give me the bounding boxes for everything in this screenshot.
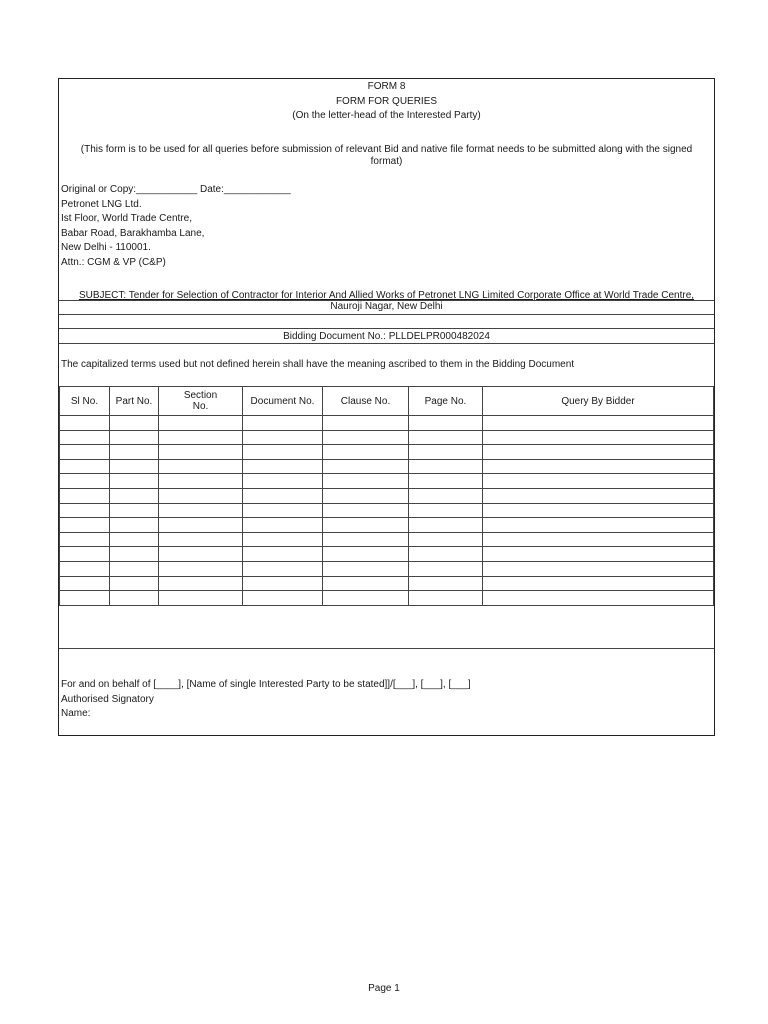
form-number: FORM 8 xyxy=(367,81,406,92)
table-cell xyxy=(409,488,483,503)
table-cell xyxy=(323,547,409,562)
form-frame xyxy=(58,78,715,736)
table-cell xyxy=(409,547,483,562)
table-cell xyxy=(159,459,243,474)
table-cell xyxy=(159,561,243,576)
table-cell xyxy=(409,459,483,474)
table-cell xyxy=(110,518,159,533)
divider xyxy=(59,314,714,315)
table-cell xyxy=(323,445,409,460)
page-number: Page 1 xyxy=(368,983,400,994)
table-cell xyxy=(60,591,110,606)
table-cell xyxy=(483,459,714,474)
table-row xyxy=(60,591,714,606)
table-cell xyxy=(159,532,243,547)
table-cell xyxy=(323,430,409,445)
table-cell xyxy=(409,503,483,518)
column-header-query-by-bidder: Query By Bidder xyxy=(483,387,714,416)
table-cell xyxy=(483,416,714,431)
table-cell xyxy=(323,503,409,518)
table-cell xyxy=(323,561,409,576)
table-cell xyxy=(110,459,159,474)
divider xyxy=(59,605,714,606)
table-cell xyxy=(409,474,483,489)
bidding-document-number: Bidding Document No.: PLLDELPR000482024 xyxy=(283,331,490,342)
table-cell xyxy=(483,547,714,562)
table-cell xyxy=(110,591,159,606)
table-row xyxy=(60,459,714,474)
table-cell xyxy=(409,591,483,606)
address-line2: Babar Road, Barakhamba Lane, xyxy=(61,228,205,239)
table-row xyxy=(60,576,714,591)
table-cell xyxy=(483,445,714,460)
table-cell xyxy=(483,591,714,606)
column-header-section-no: Section No. xyxy=(159,387,243,416)
subject-line2: Nauroji Nagar, New Delhi xyxy=(330,301,443,312)
table-cell xyxy=(483,518,714,533)
table-cell xyxy=(409,561,483,576)
table-cell xyxy=(60,488,110,503)
query-table xyxy=(59,386,714,606)
table-cell xyxy=(60,518,110,533)
table-cell xyxy=(60,416,110,431)
terms-note: The capitalized terms used but not defined herein shall have the meaning ascribed to them in the Bidding Document xyxy=(61,359,575,370)
table-cell xyxy=(243,561,323,576)
column-header-sl-no: Sl No. xyxy=(60,387,110,416)
table-cell xyxy=(323,518,409,533)
table-cell xyxy=(409,576,483,591)
divider xyxy=(59,648,714,649)
table-cell xyxy=(110,503,159,518)
table-cell xyxy=(243,576,323,591)
table-cell xyxy=(60,459,110,474)
table-cell xyxy=(323,459,409,474)
table-cell xyxy=(483,430,714,445)
table-cell xyxy=(159,576,243,591)
table-cell xyxy=(323,591,409,606)
table-cell xyxy=(323,532,409,547)
address-attn: Attn.: CGM & VP (C&P) xyxy=(61,257,166,268)
query-table-body xyxy=(60,416,714,606)
table-cell xyxy=(483,561,714,576)
table-cell xyxy=(110,547,159,562)
table-row xyxy=(60,547,714,562)
column-header-part-no: Part No. xyxy=(110,387,159,416)
table-cell xyxy=(110,445,159,460)
table-cell xyxy=(60,561,110,576)
table-cell xyxy=(323,416,409,431)
table-row xyxy=(60,416,714,431)
table-cell xyxy=(483,503,714,518)
table-cell xyxy=(409,430,483,445)
table-cell xyxy=(159,547,243,562)
divider xyxy=(59,300,714,301)
table-cell xyxy=(110,474,159,489)
table-row xyxy=(60,561,714,576)
table-row xyxy=(60,474,714,489)
table-cell xyxy=(243,430,323,445)
table-cell xyxy=(483,532,714,547)
table-cell xyxy=(159,474,243,489)
table-cell xyxy=(60,503,110,518)
table-cell xyxy=(60,430,110,445)
table-cell xyxy=(110,532,159,547)
table-cell xyxy=(159,430,243,445)
table-cell xyxy=(110,488,159,503)
column-header-page-no: Page No. xyxy=(409,387,483,416)
table-cell xyxy=(483,474,714,489)
table-cell xyxy=(159,503,243,518)
table-row xyxy=(60,518,714,533)
authorised-signatory: Authorised Signatory xyxy=(61,694,154,705)
column-header-document-no: Document No. xyxy=(243,387,323,416)
table-cell xyxy=(110,416,159,431)
table-cell xyxy=(159,416,243,431)
address-line3: New Delhi - 110001. xyxy=(61,242,151,253)
subject-line1: SUBJECT: Tender for Selection of Contractor for Interior And Allied Works of Petronet LNG Limited Corporate Office at World Trade Centre, xyxy=(78,290,695,301)
address-line1: Ist Floor, World Trade Centre, xyxy=(61,213,192,224)
table-cell xyxy=(409,532,483,547)
table-cell xyxy=(243,459,323,474)
table-cell xyxy=(60,474,110,489)
table-cell xyxy=(110,576,159,591)
table-cell xyxy=(110,561,159,576)
table-cell xyxy=(243,416,323,431)
table-cell xyxy=(483,488,714,503)
table-cell xyxy=(323,488,409,503)
original-copy-date: Original or Copy:___________ Date:____________ xyxy=(61,184,291,195)
table-cell xyxy=(243,518,323,533)
form-subtitle: (On the letter-head of the Interested Party) xyxy=(292,110,481,121)
table-cell xyxy=(243,488,323,503)
table-cell xyxy=(409,518,483,533)
table-cell xyxy=(159,591,243,606)
table-cell xyxy=(243,591,323,606)
table-cell xyxy=(243,474,323,489)
table-cell xyxy=(243,547,323,562)
table-cell xyxy=(159,488,243,503)
table-cell xyxy=(243,503,323,518)
table-cell xyxy=(60,532,110,547)
divider xyxy=(59,343,714,344)
table-cell xyxy=(483,576,714,591)
table-row xyxy=(60,532,714,547)
table-cell xyxy=(243,532,323,547)
table-cell xyxy=(60,576,110,591)
table-cell xyxy=(323,576,409,591)
form-note-line2: format) xyxy=(370,156,403,167)
table-row xyxy=(60,445,714,460)
table-cell xyxy=(60,547,110,562)
behalf-line: For and on behalf of [____], [Name of single Interested Party to be stated]]/[___], [___], [___] xyxy=(61,679,471,690)
table-cell xyxy=(409,445,483,460)
table-cell xyxy=(60,445,110,460)
table-cell xyxy=(159,445,243,460)
table-cell xyxy=(409,416,483,431)
table-row xyxy=(60,430,714,445)
divider xyxy=(59,328,714,329)
form-note-line1: (This form is to be used for all queries before submission of relevant Bid and native file format needs to be submitted along with the signed xyxy=(80,144,693,155)
table-row xyxy=(60,503,714,518)
table-cell xyxy=(159,518,243,533)
table-cell xyxy=(323,474,409,489)
signatory-name: Name: xyxy=(61,708,91,719)
table-cell xyxy=(243,445,323,460)
table-cell xyxy=(110,430,159,445)
table-header-row xyxy=(60,387,714,416)
address-company: Petronet LNG Ltd. xyxy=(61,199,142,210)
form-title: FORM FOR QUERIES xyxy=(335,96,438,107)
column-header-clause-no: Clause No. xyxy=(323,387,409,416)
table-row xyxy=(60,488,714,503)
